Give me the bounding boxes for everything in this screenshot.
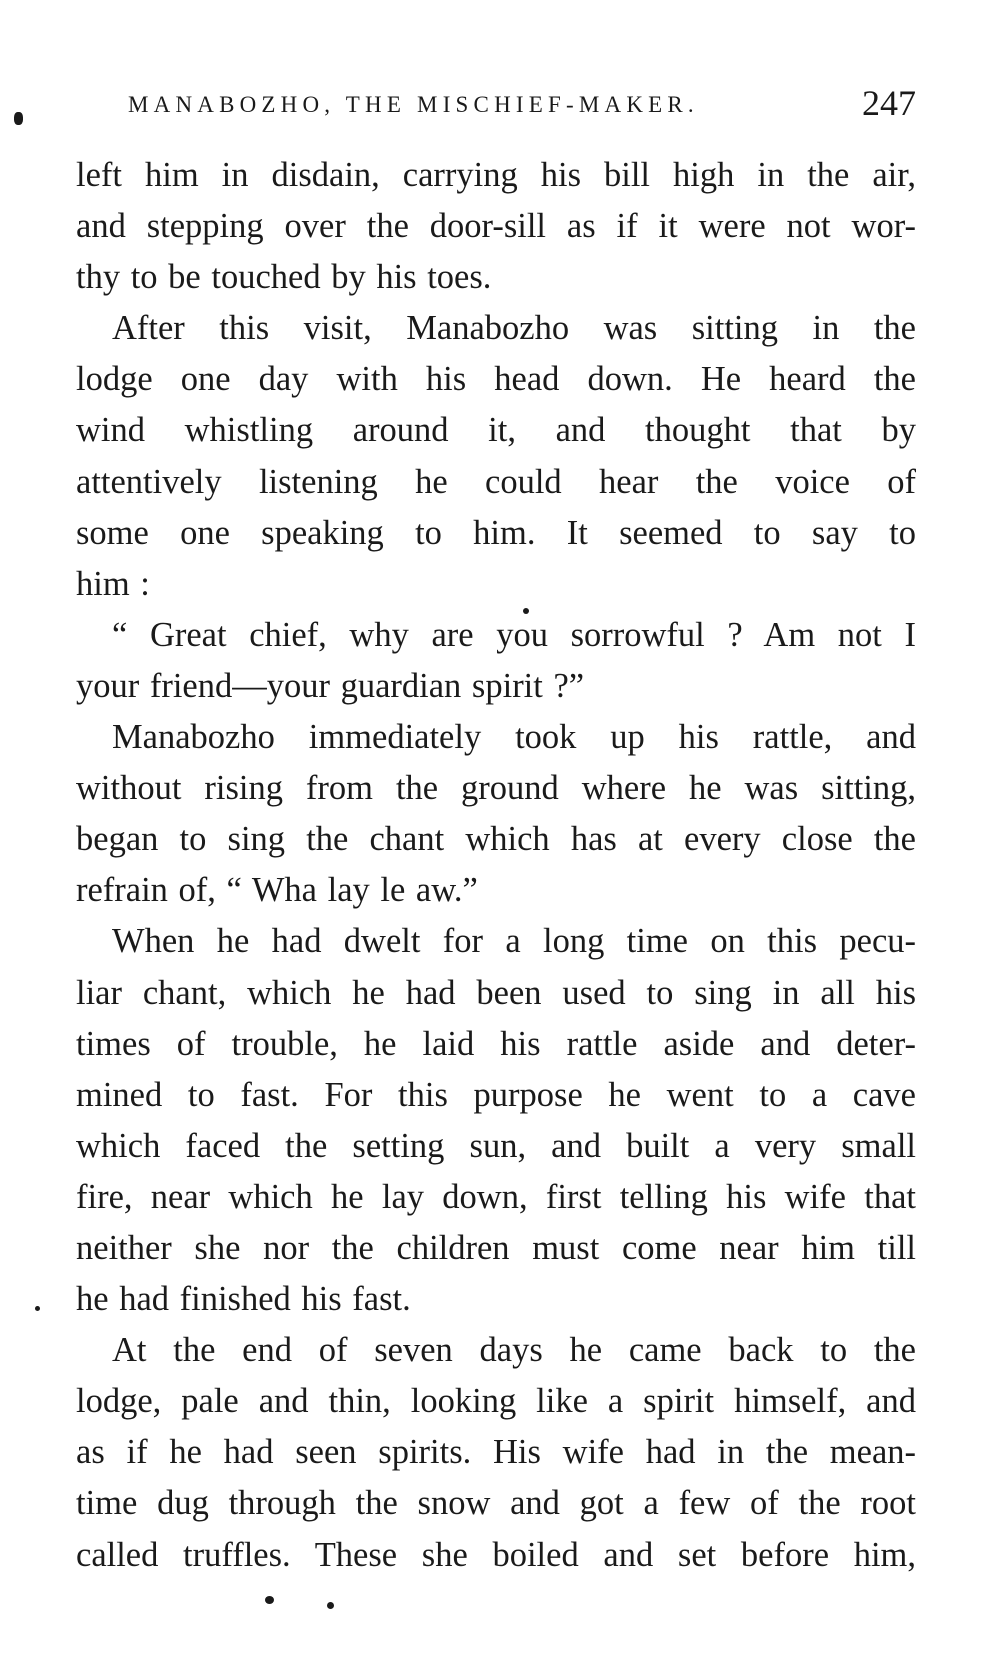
body-text: [76, 150, 916, 1581]
text-line: began to sing the chant which has at every close the: [76, 820, 916, 859]
text-line: After this visit, Manabozho was sitting in the: [112, 309, 916, 348]
text-line: refrain of, “ Wha lay le aw.”: [76, 871, 478, 910]
text-line: liar chant, which he had been used to sing in all his: [76, 973, 916, 1012]
ink-speck: [523, 608, 529, 614]
text-line: When he had dwelt for a long time on this pecu-: [112, 922, 916, 961]
text-line: mined to fast. For this purpose he went to a cave: [76, 1075, 916, 1114]
text-line: fire, near which he lay down, first telling his wife that: [76, 1177, 916, 1216]
text-line: thy to be touched by his toes.: [76, 258, 492, 297]
running-title: MANABOZHO, THE MISCHIEF-MAKER.: [128, 92, 699, 117]
text-line: some one speaking to him. It seemed to say to: [76, 513, 916, 552]
text-line: Manabozho immediately took up his rattle, and: [112, 718, 916, 757]
text-line: which faced the setting sun, and built a very small: [76, 1126, 916, 1165]
text-line: “ Great chief, why are you sorrowful ? Am not I: [112, 615, 916, 654]
text-line: times of trouble, he laid his rattle aside and deter-: [76, 1024, 916, 1063]
text-line: called truffles. These she boiled and set before him,: [76, 1535, 916, 1574]
running-head: [128, 82, 916, 132]
ink-speck: [265, 1596, 274, 1604]
text-line: lodge, pale and thin, looking like a spirit himself, and: [76, 1382, 916, 1421]
ink-speck: [14, 112, 23, 125]
text-line: time dug through the snow and got a few of the root: [76, 1484, 916, 1523]
text-line: neither she nor the children must come near him till: [76, 1228, 916, 1267]
text-line: At the end of seven days he came back to the: [112, 1331, 916, 1370]
page-number: 247: [862, 83, 916, 123]
text-line: as if he had seen spirits. His wife had in the mean-: [76, 1433, 916, 1472]
text-line: lodge one day with his head down. He heard the: [76, 360, 916, 399]
text-line: your friend—your guardian spirit ?”: [76, 666, 585, 705]
text-line: attentively listening he could hear the voice of: [76, 462, 916, 501]
text-line: he had finished his fast.: [76, 1280, 411, 1319]
text-line: left him in disdain, carrying his bill high in the air,: [76, 156, 916, 194]
text-line: without rising from the ground where he was sitting,: [76, 769, 916, 808]
ink-speck: [327, 1602, 334, 1609]
text-line: wind whistling around it, and thought that by: [76, 411, 916, 450]
text-line: and stepping over the door-sill as if it were not wor-: [76, 207, 916, 246]
text-line: him :: [76, 564, 150, 603]
ink-speck: [35, 1306, 40, 1311]
